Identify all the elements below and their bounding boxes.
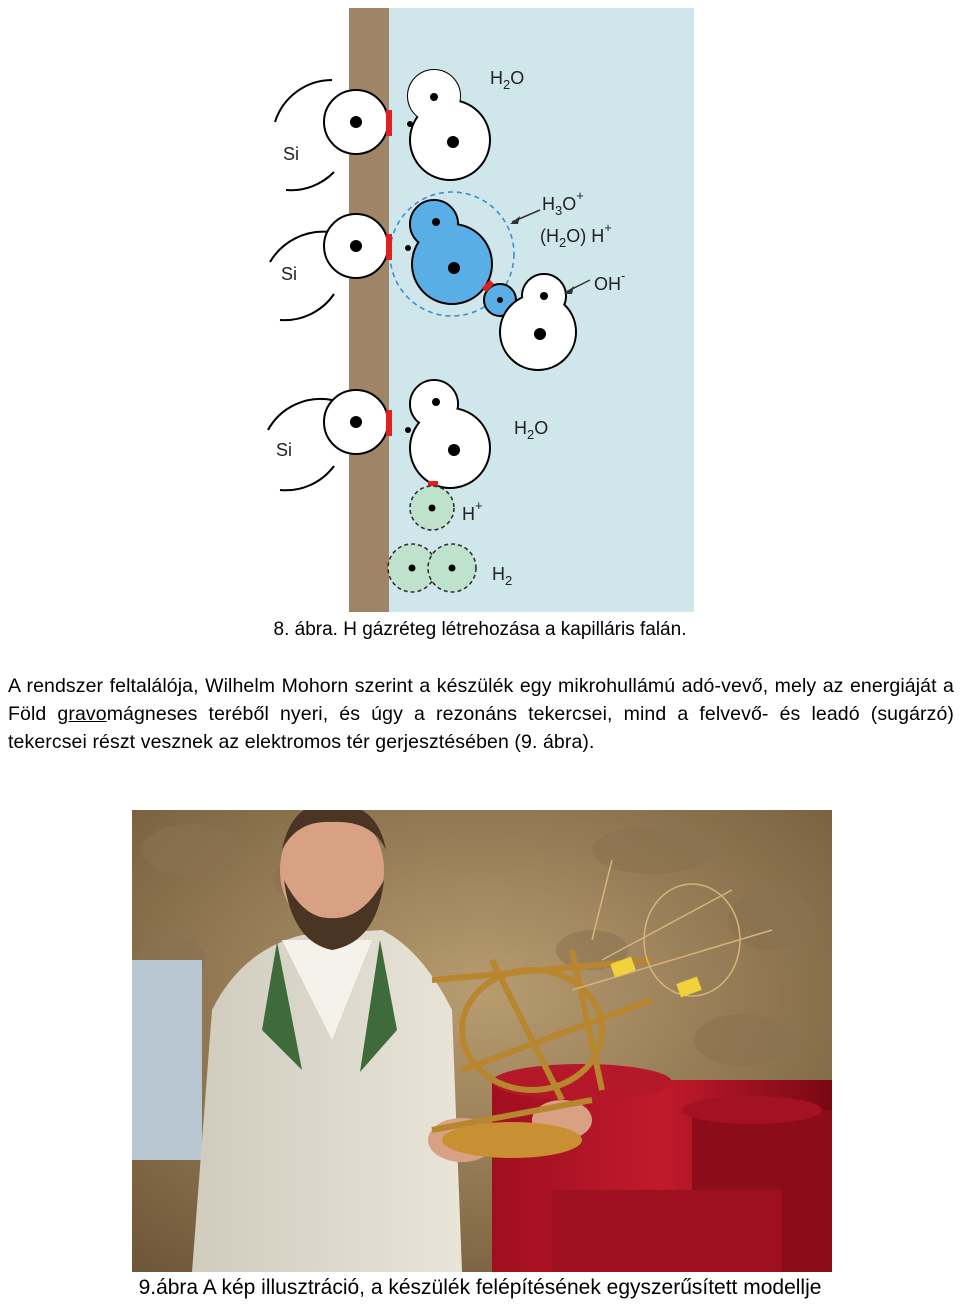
bond-1: [386, 110, 392, 136]
label-oh: OH-: [594, 268, 626, 294]
label-h2o-h: $(H_2O)$ H+: [540, 220, 612, 250]
wall-oxygen-1: [324, 90, 388, 154]
wall-oxygen-2: [324, 214, 388, 278]
wall-oxygen-3: [324, 390, 388, 454]
device-base: [442, 1122, 582, 1158]
device-photo: [132, 810, 832, 1272]
background-person: [132, 960, 202, 1160]
paragraph-part-1: A rendszer feltalálója, Wilhelm Mohorn szerint a készülék egy mikrohullámú adó-vevő, mely az energiáját a Föld: [8, 675, 954, 725]
label-h2: $H_2$: [492, 564, 513, 588]
figure-8-caption: 8. ábra. H gázréteg létrehozása a kapilláris falán.: [273, 619, 687, 640]
body-paragraph: [8, 672, 954, 756]
label-h-plus: H+: [462, 498, 483, 524]
label-h2o-top: $H_2O$: [490, 68, 525, 92]
label-si-1: Si: [283, 144, 300, 164]
bond-4: [386, 410, 392, 436]
paragraph-part-2: mágneses teréből nyeri, és úgy a rezonáns tekercsei, mind a felvevő- és leadó (sugárzó) tekercsei részt vesznek az elektromos tér gerjesztésében (9. ábra).: [8, 703, 954, 753]
si-atom-1: [275, 80, 334, 190]
label-si-2: Si: [281, 264, 298, 284]
paragraph-underlined: gravo: [57, 703, 107, 725]
label-si-3: Si: [276, 440, 293, 460]
label-h2o-mid: $H_2O$: [514, 418, 549, 442]
figure-9-caption: 9.ábra A kép illusztráció, a készülék felépítésének egyszerűsített modellje: [138, 1276, 822, 1299]
label-h3o: $H_3O^+$: [542, 188, 584, 218]
red-pedestals: [492, 1064, 832, 1272]
capillary-diagram: [0, 0, 960, 616]
bond-2: [386, 234, 392, 260]
